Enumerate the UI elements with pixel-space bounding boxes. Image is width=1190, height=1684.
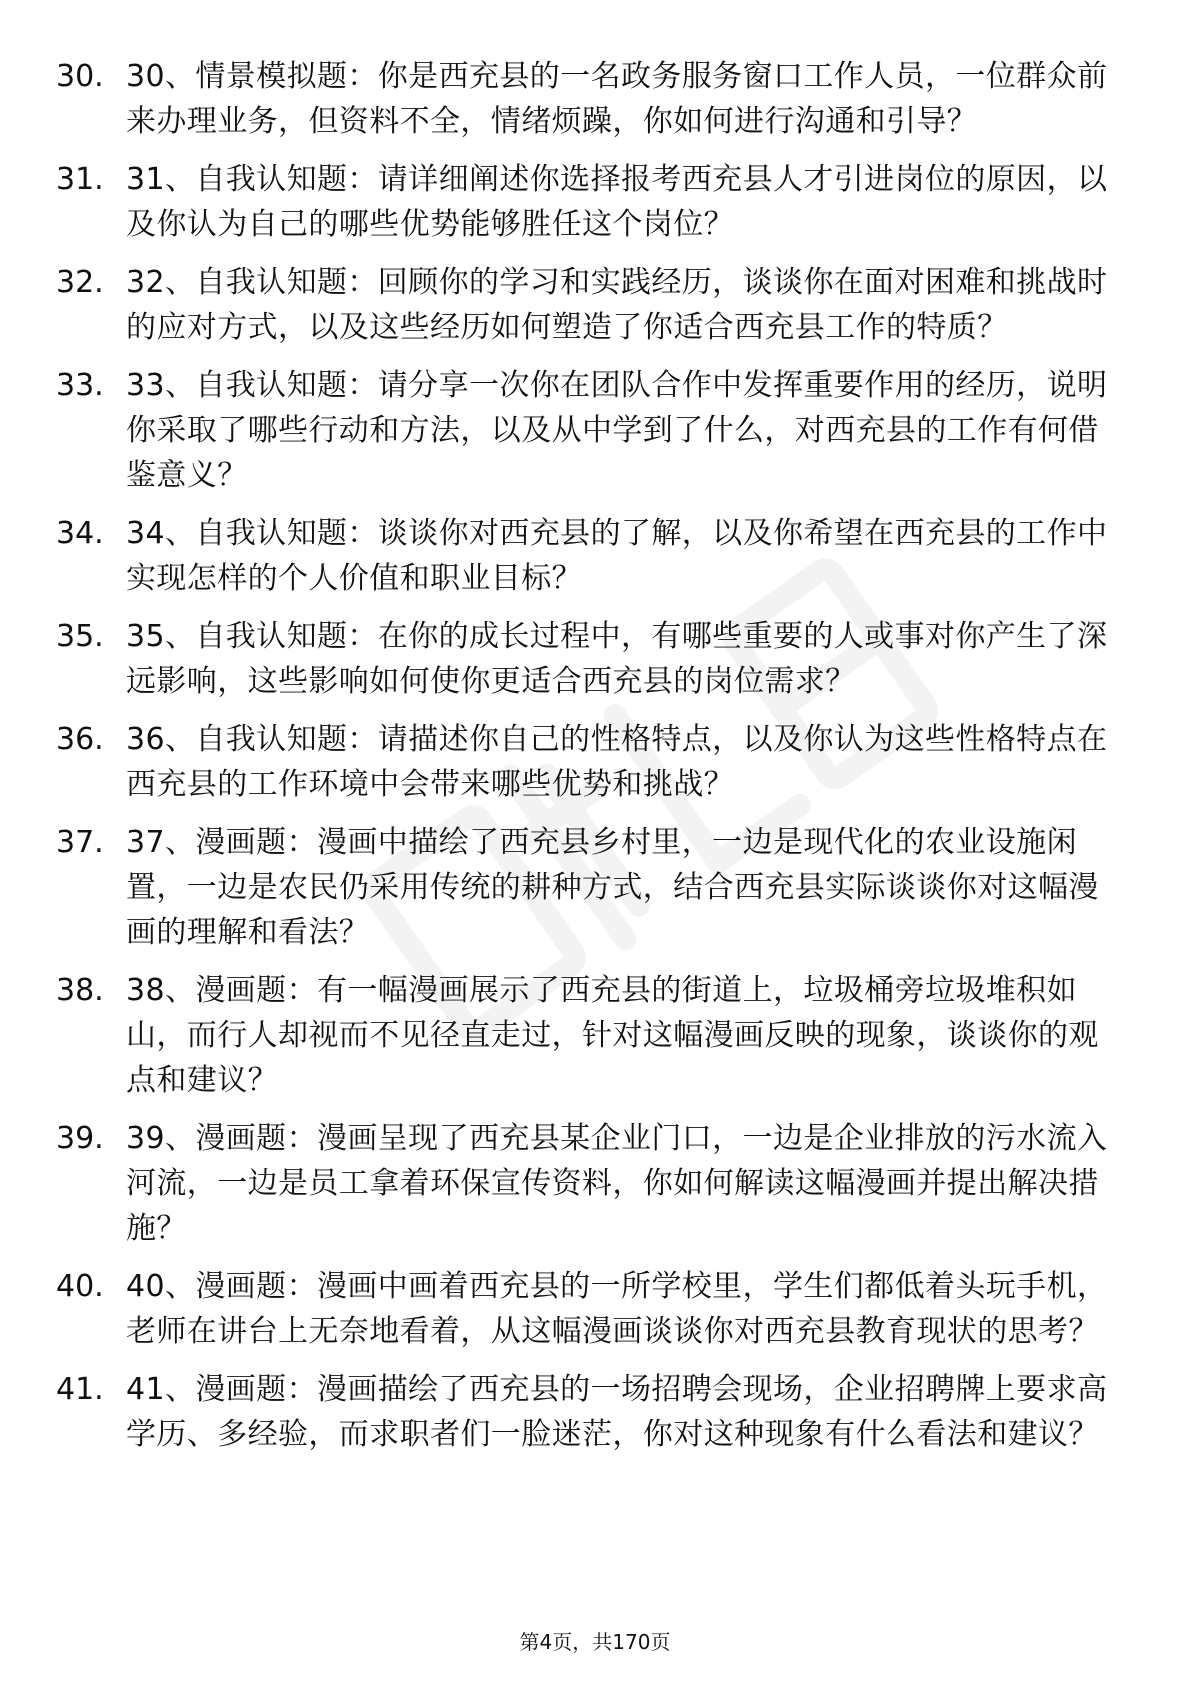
question-text: 30、情景模拟题：你是西充县的一名政务服务窗口工作人员，一位群众前来办理业务，但资料不全，情绪烦躁，你如何进行沟通和引导？ <box>126 59 1108 139</box>
question-text: 38、漫画题：有一幅漫画展示了西充县的街道上，垃圾桶旁垃圾堆积如山，而行人却视而不见径直走过，针对这幅漫画反映的现象，谈谈你的观点和建议？ <box>126 973 1099 1098</box>
page-number-label: 第4页，共170页 <box>519 1630 671 1654</box>
question-item-33 <box>56 363 1116 498</box>
question-number: 35. <box>56 619 104 654</box>
question-item-31 <box>56 157 1116 247</box>
question-text: 41、漫画题：漫画描绘了西充县的一场招聘会现场，企业招聘牌上要求高学历、多经验，而求职者们一脸迷茫，你对这种现象有什么看法和建议？ <box>126 1372 1108 1452</box>
question-number: 38. <box>56 973 104 1008</box>
question-item-32 <box>56 260 1116 350</box>
question-number: 40. <box>56 1269 104 1304</box>
question-item-40 <box>56 1264 1116 1354</box>
question-item-39 <box>56 1116 1116 1251</box>
question-text: 33、自我认知题：请分享一次你在团队合作中发挥重要作用的经历，说明你采取了哪些行动和方法，以及从中学到了什么，对西充县的工作有何借鉴意义？ <box>126 368 1108 493</box>
question-text: 37、漫画题：漫画中描绘了西充县乡村里，一边是现代化的农业设施闲置，一边是农民仍采用传统的耕种方式，结合西充县实际谈谈你对这幅漫画的理解和看法？ <box>126 825 1099 950</box>
question-item-36 <box>56 717 1116 807</box>
question-number: 41. <box>56 1372 104 1407</box>
question-item-41 <box>56 1367 1116 1457</box>
question-number: 34. <box>56 516 104 551</box>
question-text: 32、自我认知题：回顾你的学习和实践经历，谈谈你在面对困难和挑战时的应对方式，以及这些经历如何塑造了你适合西充县工作的特质？ <box>126 265 1108 345</box>
question-number: 39. <box>56 1121 104 1156</box>
question-text: 39、漫画题：漫画呈现了西充县某企业门口，一边是企业排放的污水流入河流，一边是员工拿着环保宣传资料，你如何解读这幅漫画并提出解决措施？ <box>126 1121 1108 1246</box>
question-number: 30. <box>56 59 104 94</box>
question-number: 33. <box>56 368 104 403</box>
question-number: 32. <box>56 265 104 300</box>
page-footer <box>0 1628 1190 1656</box>
question-item-30 <box>56 54 1116 144</box>
question-text: 36、自我认知题：请描述你自己的性格特点，以及你认为这些性格特点在西充县的工作环境中会带来哪些优势和挑战？ <box>126 722 1108 802</box>
question-item-34 <box>56 511 1116 601</box>
question-number: 36. <box>56 722 104 757</box>
question-item-37 <box>56 820 1116 955</box>
question-list <box>56 54 1116 1470</box>
question-number: 31. <box>56 162 104 197</box>
question-item-35 <box>56 614 1116 704</box>
question-text: 35、自我认知题：在你的成长过程中，有哪些重要的人或事对你产生了深远影响，这些影响如何使你更适合西充县的岗位需求？ <box>126 619 1108 699</box>
question-text: 40、漫画题：漫画中画着西充县的一所学校里，学生们都低着头玩手机，老师在讲台上无奈地看着，从这幅漫画谈谈你对西充县教育现状的思考？ <box>126 1269 1108 1349</box>
question-text: 31、自我认知题：请详细阐述你选择报考西充县人才引进岗位的原因，以及你认为自己的哪些优势能够胜任这个岗位？ <box>126 162 1108 242</box>
question-item-38 <box>56 968 1116 1103</box>
question-text: 34、自我认知题：谈谈你对西充县的了解，以及你希望在西充县的工作中实现怎样的个人价值和职业目标？ <box>126 516 1108 596</box>
question-number: 37. <box>56 825 104 860</box>
